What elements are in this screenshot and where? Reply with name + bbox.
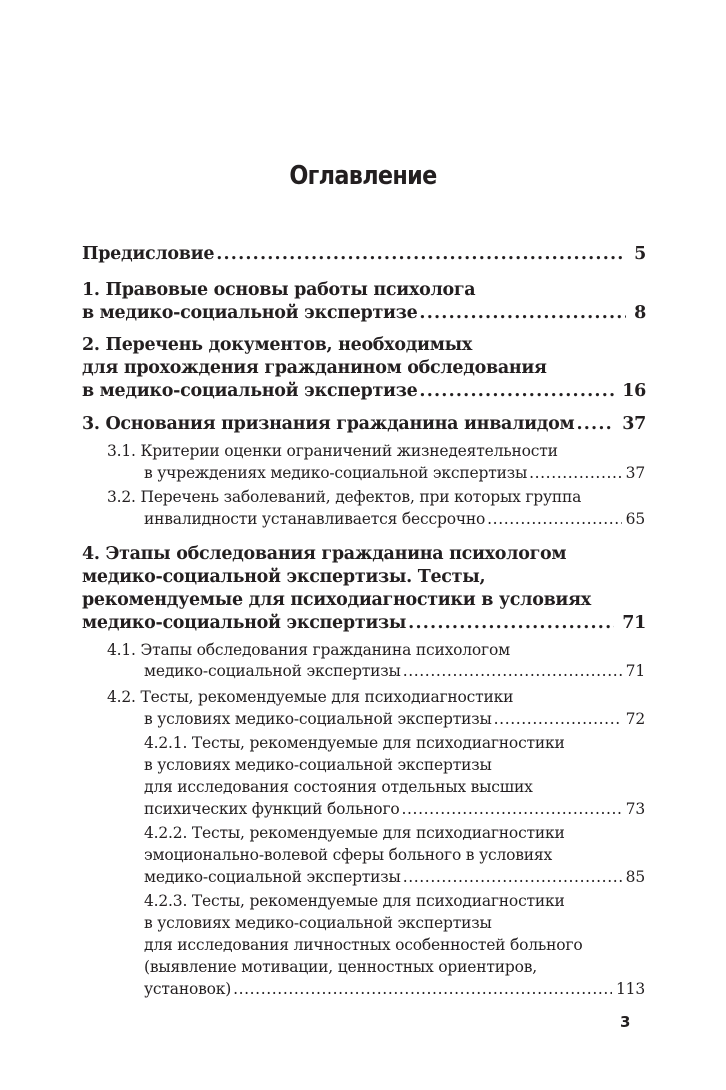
dot-leader (529, 464, 622, 482)
toc-entry-subsection-4-2-3[interactable] (144, 892, 645, 910)
toc-entry-text: для исследования состояния отдельных высших (144, 778, 533, 796)
toc-entry-text: 3.1. Критерии оценки ограничений жизнедеятельности (107, 442, 558, 460)
toc-entry-subsection-4-2-3-line-4[interactable] (144, 958, 645, 976)
toc-entry-subsection-4-2-1[interactable] (144, 734, 645, 752)
dot-leader (233, 980, 612, 998)
toc-entry-chapter-4-line-2[interactable] (82, 567, 646, 587)
toc-page-number: 72 (625, 710, 645, 728)
dot-leader (494, 710, 622, 728)
toc-page-number: 113 (616, 980, 645, 998)
toc-entry-text: эмоционально-волевой сферы больного в условиях (144, 846, 553, 864)
toc-entry-text: 2. Перечень документов, необходимых (82, 335, 473, 355)
toc-entry-text: 4. Этапы обследования гражданина психологом (82, 544, 567, 564)
toc-entry-text: в медико-социальной экспертизе (82, 303, 418, 323)
toc-entry-text: в условиях медико-социальной экспертизы (144, 914, 492, 932)
toc-entry-text: инвалидности устанавливается бессрочно (144, 510, 486, 528)
toc-entry-chapter-2-line-2[interactable] (82, 358, 646, 378)
toc-entry-subsection-4-2-2-line-2[interactable] (144, 846, 645, 864)
toc-entry-text: в условиях медико-социальной экспертизы (144, 756, 492, 774)
toc-entry-text: 4.2.1. Тесты, рекомендуемые для психодиагностики (144, 734, 565, 752)
toc-entry-section-3-1-end[interactable] (144, 464, 645, 482)
toc-entry-section-4-1-end[interactable] (144, 662, 645, 680)
toc-page-number: 71 (625, 662, 645, 680)
toc-page-number: 71 (622, 613, 646, 633)
toc-entry-text: установок) (144, 980, 232, 998)
toc-entry-subsection-4-2-2-end[interactable] (144, 868, 645, 886)
toc-entry-section-4-2[interactable] (107, 688, 645, 706)
toc-entry-text: в медико-социальной экспертизе (82, 381, 418, 401)
toc-entry-text: 4.2. Тесты, рекомендуемые для психодиагностики (107, 688, 514, 706)
toc-entry-chapter-3[interactable] (82, 414, 646, 434)
dot-leader (402, 800, 622, 818)
toc-entry-subsection-4-2-3-line-3[interactable] (144, 936, 645, 954)
toc-page-number: 5 (634, 244, 646, 264)
toc-entry-text: медико-социальной экспертизы (144, 868, 401, 886)
dot-leader (408, 613, 614, 633)
toc-entry-subsection-4-2-1-line-3[interactable] (144, 778, 645, 796)
toc-entry-chapter-4-end[interactable] (82, 613, 646, 633)
toc-entry-text: в условиях медико-социальной экспертизы (144, 710, 492, 728)
toc-entry-text: психических функций больного (144, 800, 400, 818)
dot-leader (419, 381, 614, 401)
dot-leader (216, 244, 626, 264)
toc-entry-text: Предисловие (82, 244, 215, 264)
toc-entry-chapter-1[interactable] (82, 280, 646, 300)
toc-entry-text: 3.2. Перечень заболеваний, дефектов, при которых группа (107, 488, 582, 506)
dot-leader (576, 414, 614, 434)
toc-entry-text: 3. Основания признания гражданина инвалидом (82, 414, 575, 434)
dot-leader (403, 662, 622, 680)
toc-entry-text: для прохождения гражданином обследования (82, 358, 547, 378)
toc-entry-chapter-2-end[interactable] (82, 381, 646, 401)
toc-entry-text: 4.2.3. Тесты, рекомендуемые для психодиагностики (144, 892, 565, 910)
toc-page-number: 73 (625, 800, 645, 818)
toc-entry-section-4-1[interactable] (107, 641, 645, 659)
toc-entry-text: медико-социальной экспертизы. Тесты, (82, 567, 486, 587)
toc-entry-subsection-4-2-2[interactable] (144, 824, 645, 842)
toc-page-number: 8 (634, 303, 646, 323)
toc-entry-text: (выявление мотивации, ценностных ориентиров, (144, 958, 537, 976)
toc-page-number: 37 (625, 464, 645, 482)
toc-entry-text: медико-социальной экспертизы (144, 662, 401, 680)
toc-page-number: 37 (622, 414, 646, 434)
toc-page-number: 16 (622, 381, 646, 401)
toc-entry-chapter-1-end[interactable] (82, 303, 646, 323)
toc-entry-section-3-2[interactable] (107, 488, 645, 506)
toc-entry-subsection-4-2-1-end[interactable] (144, 800, 645, 818)
toc-entry-text: рекомендуемые для психодиагностики в условиях (82, 590, 591, 610)
page-number: 3 (620, 1013, 631, 1031)
toc-entry-section-3-2-end[interactable] (144, 510, 645, 528)
toc-entry-chapter-4[interactable] (82, 544, 646, 564)
dot-leader (403, 868, 622, 886)
toc-page-number: 65 (625, 510, 645, 528)
toc-entry-text: в учреждениях медико-социальной экспертизы (144, 464, 528, 482)
toc-entry-section-4-2-end[interactable] (144, 710, 645, 728)
toc-entry-section-3-1[interactable] (107, 442, 645, 460)
dot-leader (419, 303, 626, 323)
toc-entry-subsection-4-2-1-line-2[interactable] (144, 756, 645, 774)
toc-entry-text: 1. Правовые основы работы психолога (82, 280, 476, 300)
toc-entry-subsection-4-2-3-line-2[interactable] (144, 914, 645, 932)
dot-leader (487, 510, 622, 528)
toc-entry-text: для исследования личностных особенностей больного (144, 936, 583, 954)
toc-page-number: 85 (625, 868, 645, 886)
toc-entry-preface[interactable] (82, 244, 646, 264)
toc-entry-text: 4.1. Этапы обследования гражданина психологом (107, 641, 510, 659)
toc-entry-chapter-2[interactable] (82, 335, 646, 355)
toc-entry-text: медико-социальной экспертизы (82, 613, 407, 633)
toc-entry-chapter-4-line-3[interactable] (82, 590, 646, 610)
toc-entry-text: 4.2.2. Тесты, рекомендуемые для психодиагностики (144, 824, 565, 842)
page-title: Оглавление (289, 161, 437, 191)
toc-entry-subsection-4-2-3-end[interactable] (144, 980, 645, 998)
